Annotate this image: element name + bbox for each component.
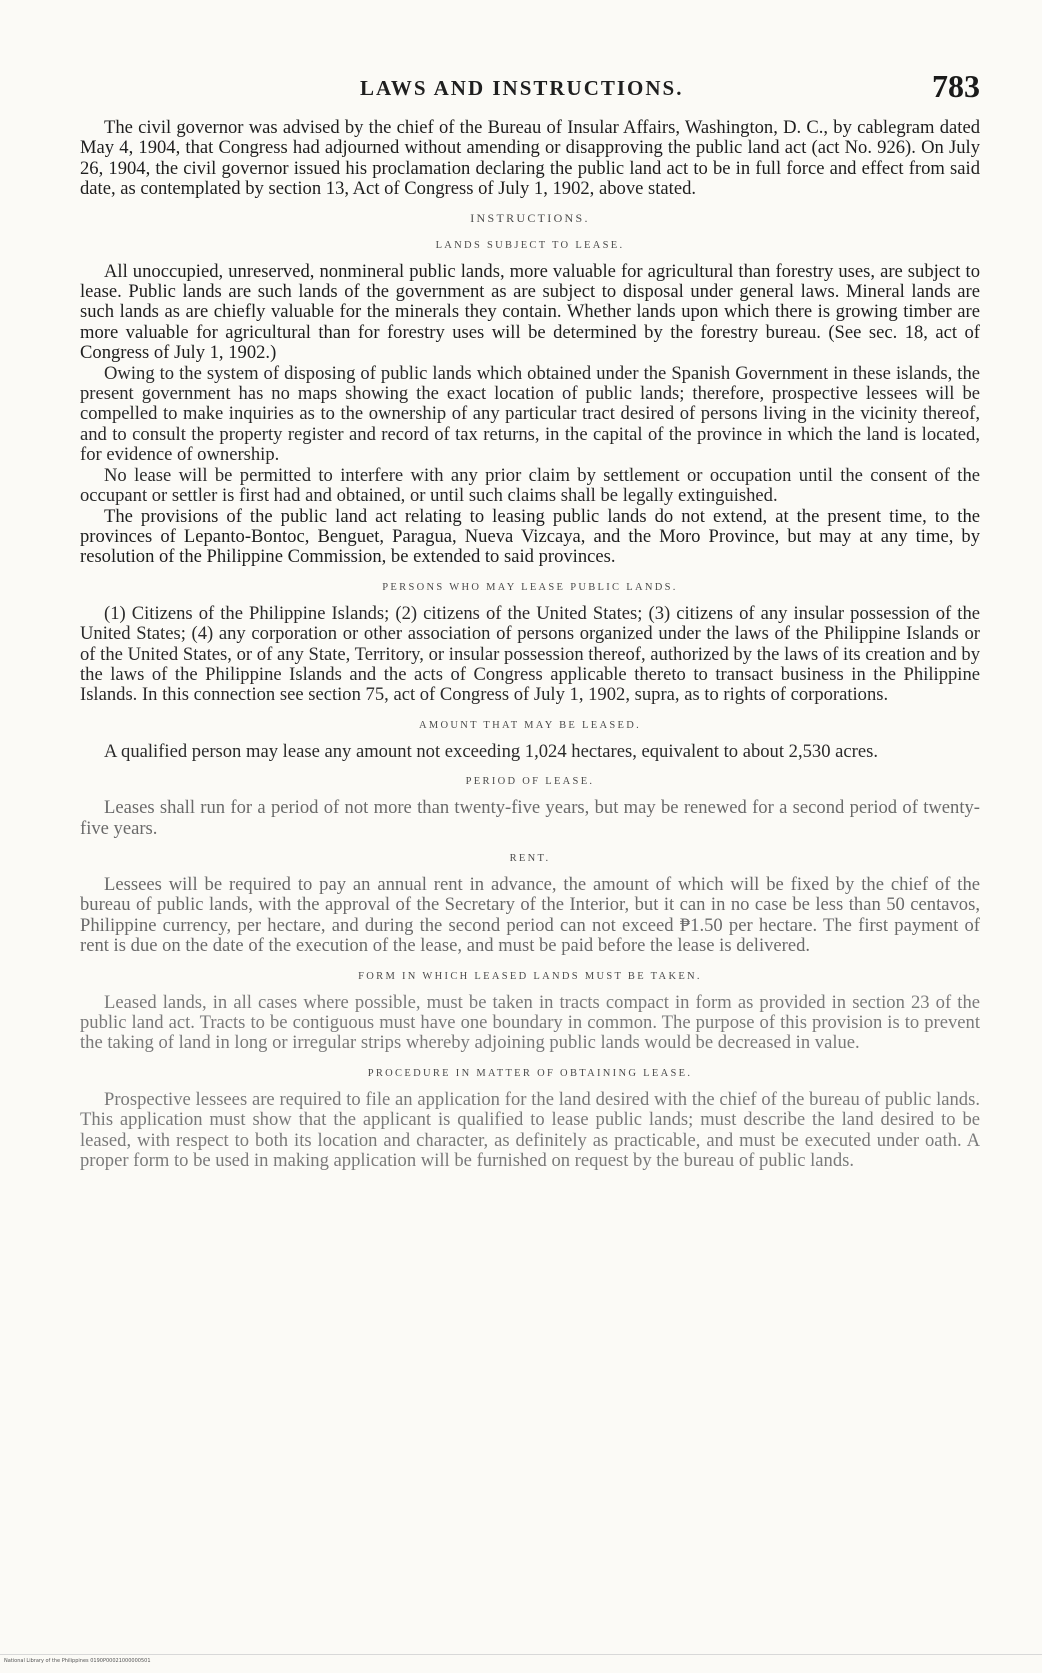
form-heading: FORM IN WHICH LEASED LANDS MUST BE TAKEN. xyxy=(358,970,702,982)
procedure-paragraph: Prospective lessees are required to file an application for the land desired with the chief of the bureau of public lands. This application must show that the applicant is qualified to lease public lands; must describe the land desired to be leased, with respect to both its location and character, as definitely as practicable, and must be executed under oath. A proper form to be used in making application will be furnished on request by the bureau of public lands. xyxy=(80,1088,980,1172)
period-paragraph: Leases shall run for a period of not more than twenty-five years, but may be renewed for a second period of twenty-five years. xyxy=(80,797,980,839)
lands-subject-paragraph-4: The provisions of the public land act relating to leasing public lands do not extend, at the present time, to the provinces of Lepanto-Bontoc, Benguet, Paragua, Nueva Vizcaya, and the Moro Province, but may at any time, by resolution of the Philippine Commission, be extended to said provinces. xyxy=(80,505,980,568)
amount-paragraph: A qualified person may lease any amount not exceeding 1,024 hectares, equivalent to about 2,530 acres. xyxy=(104,740,878,762)
bottom-rule xyxy=(0,1654,1042,1655)
body-text xyxy=(80,118,980,1171)
running-head xyxy=(80,66,980,106)
form-paragraph: Leased lands, in all cases where possible, must be taken in tracts compact in form as provided in section 23 of the public land act. Tracts to be contiguous must have one boundary in common. The purpose of this provision is to prevent the taking of land in long or irregular strips whereby adjoining public lands would be decreased in value. xyxy=(80,991,980,1054)
intro-paragraph: The civil governor was advised by the chief of the Bureau of Insular Affairs, Washington, D. C., by cablegram dated May 4, 1904, that Congress had adjourned without amending or disapproving the public land act (act No. 926). On July 26, 1904, the civil governor issued his proclamation declaring the public land act to be in full force and effect from said date, as contemplated by section 13, Act of Congress of July 1, 1902, above stated. xyxy=(80,117,980,200)
amount-heading: AMOUNT THAT MAY BE LEASED. xyxy=(418,719,642,731)
instructions-heading: INSTRUCTIONS. xyxy=(470,210,590,225)
lands-subject-paragraph-1: All unoccupied, unreserved, nonmineral public lands, more valuable for agricultural than forestry uses, are subject to lease. Public lands are such lands of the government as are subject to disposal under general laws. Mineral lands are such lands as are chiefly valuable for the minerals they contain. Whether lands upon which there is growing timber are more valuable for agricultural than for forestry uses will be determined by the forestry bureau. (See sec. 18, act of Congress of July 1, 1902.) xyxy=(80,260,980,364)
lands-subject-heading: LANDS SUBJECT TO LEASE. xyxy=(435,239,625,251)
footer-note: National Library of the Philippines 0190P00021000000501 xyxy=(4,1658,151,1664)
procedure-heading: PROCEDURE IN MATTER OF OBTAINING LEASE. xyxy=(367,1067,693,1079)
lands-subject-paragraph-3: No lease will be permitted to interfere with any prior claim by settlement or occupation until the consent of the occupant or settler is first had and obtained, or until such claims shall be legally extinguished. xyxy=(80,464,980,507)
running-title: LAWS AND INSTRUCTIONS. xyxy=(360,76,684,100)
page-number: 783 xyxy=(932,68,980,104)
persons-paragraph: (1) Citizens of the Philippine Islands; (2) citizens of the United States; (3) citizens of any insular possession of the United States; (4) any corporation or other association of persons organized under the laws of the Philippine Islands or of the United States, or of any State, Territory, or insular possession thereof, authorized by the laws of its creation and by the laws of the Philippine Islands and the acts of Congress applicable thereto to transact business in the Philippine Islands. In this connection see section 75, act of Congress of July 1, 1902, supra, as to rights of corporations. xyxy=(80,602,980,706)
lands-subject-paragraph-2: Owing to the system of disposing of public lands which obtained under the Spanish Government in these islands, the present government has no maps showing the exact location of public lands; therefore, prospective lessees will be compelled to make inquiries as to the ownership of any particular tract desired of persons living in the vicinity thereof, and to consult the property register and record of tax returns, in the capital of the province in which the land is located, for evidence of ownership. xyxy=(80,362,980,466)
persons-heading: PERSONS WHO MAY LEASE PUBLIC LANDS. xyxy=(382,581,678,593)
rent-paragraph: Lessees will be required to pay an annual rent in advance, the amount of which will be fixed by the chief of the bureau of public lands, with the approval of the Secretary of the Interior, but it can in no case be less than 50 centavos, Philippine currency, per hectare, and during the second period can not exceed ₱1.50 per hectare. The first payment of rent is due on the date of the execution of the lease, and must be paid before the lease is delivered. xyxy=(80,873,980,957)
rent-heading: RENT. xyxy=(509,852,551,864)
period-heading: PERIOD OF LEASE. xyxy=(465,776,595,788)
